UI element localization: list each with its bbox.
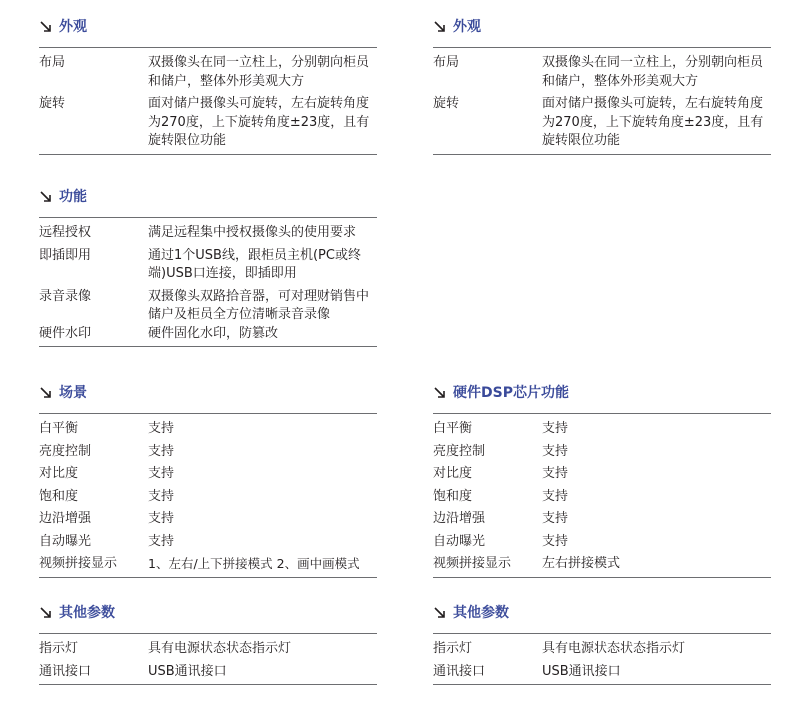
- spec-value: 左右拼接模式: [542, 556, 621, 571]
- spec-value: 支持: [148, 466, 175, 481]
- spec-value: 满足远程集中授权摄像头的使用要求: [148, 225, 357, 240]
- section-scene: [39, 383, 377, 578]
- spec-row: [39, 443, 377, 462]
- arrow-down-right-icon: [39, 383, 53, 403]
- spec-value: 支持: [148, 511, 175, 526]
- spec-row: [433, 663, 771, 682]
- spec-value: USB通讯接口: [148, 663, 227, 679]
- spec-row: [39, 555, 377, 574]
- spec-label: 白平衡: [433, 421, 473, 436]
- divider: [39, 577, 377, 578]
- spec-value: 支持: [148, 488, 175, 504]
- spec-label: 自动曝光: [39, 533, 92, 549]
- divider: [433, 684, 771, 685]
- spec-value: 面对储户摄像头可旋转，左右旋转角度为270度，上下旋转角度±23度，且有旋转限位功能: [542, 96, 764, 148]
- spec-value: 支持: [542, 511, 569, 526]
- spec-label: 远程授权: [39, 225, 92, 240]
- spec-row: [39, 325, 377, 344]
- arrow-down-right-icon: [433, 603, 447, 623]
- spec-row: [39, 420, 377, 439]
- section-title: [39, 603, 377, 623]
- spec-row: [39, 95, 377, 151]
- spec-row: [433, 640, 771, 659]
- spec-label: 硬件水印: [39, 325, 92, 341]
- arrow-down-right-icon: [433, 383, 447, 403]
- arrow-down-right-icon: [39, 187, 53, 207]
- spec-row: [39, 288, 377, 325]
- spec-value: 具有电源状态状态指示灯: [542, 641, 686, 656]
- spec-row: [39, 510, 377, 529]
- spec-row: [39, 247, 377, 284]
- spec-label: 旋转: [433, 96, 460, 111]
- spec-row: [433, 95, 771, 151]
- section-function: [39, 187, 377, 347]
- spec-label: 边沿增强: [433, 511, 486, 526]
- section-title-text: 外观: [59, 19, 87, 35]
- section-title-text: 外观: [453, 19, 481, 35]
- section-title: [433, 383, 771, 403]
- spec-row: [433, 510, 771, 529]
- spec-label: 旋转: [39, 96, 66, 111]
- section-title: [39, 383, 377, 403]
- spec-value: 支持: [148, 443, 175, 459]
- spec-value: 双摄像头在同一立柱上，分别朝向柜员和储户，整体外形美观大方: [542, 55, 764, 89]
- section-title: [433, 17, 771, 37]
- spec-row: [39, 488, 377, 507]
- spec-label: 白平衡: [39, 421, 79, 436]
- spec-row: [433, 443, 771, 462]
- spec-value: 支持: [148, 421, 175, 436]
- spec-value: 支持: [542, 533, 569, 549]
- section-title-text: 功能: [59, 189, 87, 205]
- section-title-text: 场景: [59, 385, 87, 401]
- spec-row: [39, 54, 377, 91]
- spec-label: 指示灯: [39, 641, 79, 656]
- spec-value: 双摄像头在同一立柱上，分别朝向柜员和储户，整体外形美观大方: [148, 55, 370, 89]
- divider: [39, 346, 377, 347]
- spec-row: [433, 555, 771, 574]
- spec-value: 面对储户摄像头可旋转，左右旋转角度为270度，上下旋转角度±23度，且有旋转限位功能: [148, 96, 370, 148]
- spec-label: 通讯接口: [39, 663, 92, 679]
- spec-value: 双摄像头双路拾音器，可对理财销售中储户及柜员全方位清晰录音录像: [148, 288, 370, 322]
- section-other-left: [39, 603, 377, 685]
- section-other-right: [433, 603, 771, 685]
- spec-value: 硬件固化水印，防篡改: [148, 325, 279, 341]
- arrow-down-right-icon: [39, 603, 53, 623]
- arrow-down-right-icon: [39, 17, 53, 37]
- spec-label: 亮度控制: [433, 443, 486, 459]
- divider: [39, 154, 377, 155]
- spec-row: [39, 224, 377, 243]
- spec-row: [39, 663, 377, 682]
- section-appearance-right: [433, 17, 771, 155]
- spec-label: 指示灯: [433, 641, 473, 656]
- spec-row: [433, 533, 771, 552]
- spec-row: [433, 54, 771, 91]
- spec-value: 通过1个USB线，跟柜员主机(PC或终端)USB口连接，即插即用: [148, 247, 361, 281]
- spec-label: 亮度控制: [39, 443, 92, 459]
- spec-label: 布局: [433, 55, 460, 70]
- spec-label: 即插即用: [39, 247, 92, 263]
- spec-value: 支持: [542, 466, 569, 481]
- spec-label: 边沿增强: [39, 511, 92, 526]
- section-title-text: 其他参数: [59, 605, 115, 621]
- spec-row: [433, 488, 771, 507]
- spec-row: [433, 465, 771, 484]
- divider: [433, 154, 771, 155]
- section-title: [39, 17, 377, 37]
- section-title: [39, 187, 377, 207]
- spec-value: 支持: [542, 421, 569, 436]
- section-title-text: 硬件DSP芯片功能: [453, 385, 569, 401]
- spec-label: 通讯接口: [433, 663, 486, 679]
- spec-row: [39, 465, 377, 484]
- spec-value: 支持: [542, 443, 569, 459]
- arrow-down-right-icon: [433, 17, 447, 37]
- spec-row: [39, 640, 377, 659]
- divider: [433, 577, 771, 578]
- spec-value: 具有电源状态状态指示灯: [148, 641, 292, 656]
- divider: [39, 684, 377, 685]
- spec-label: 视频拼接显示: [433, 556, 512, 571]
- spec-label: 自动曝光: [433, 533, 486, 549]
- section-appearance-left: [39, 17, 377, 155]
- spec-label: 饱和度: [433, 488, 473, 504]
- section-dsp: [433, 383, 771, 578]
- spec-label: 饱和度: [39, 488, 79, 504]
- spec-row: [433, 420, 771, 439]
- spec-label: 视频拼接显示: [39, 556, 118, 571]
- section-title-text: 其他参数: [453, 605, 509, 621]
- spec-value: 支持: [148, 533, 175, 549]
- spec-label: 录音录像: [39, 288, 92, 304]
- spec-label: 对比度: [433, 466, 473, 481]
- spec-value: 支持: [542, 488, 569, 504]
- spec-value: USB通讯接口: [542, 663, 621, 679]
- spec-value: 1、左右/上下拼接模式 2、画中画模式: [148, 556, 360, 571]
- section-title: [433, 603, 771, 623]
- spec-row: [39, 533, 377, 552]
- spec-label: 布局: [39, 55, 66, 70]
- spec-label: 对比度: [39, 466, 79, 481]
